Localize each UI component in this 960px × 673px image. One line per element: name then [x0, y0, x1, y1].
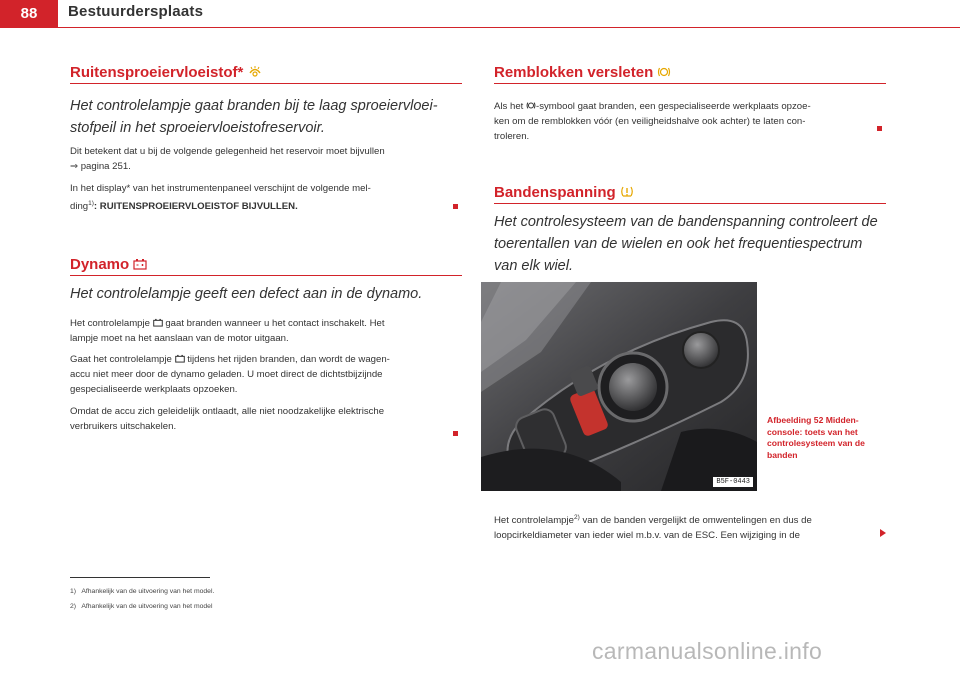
body-brakes-p1	[494, 99, 886, 144]
body-dynamo-p2-line-2: accu niet meer door de dynamo geladen. U moet direct de dichtstbijzijnde	[70, 369, 383, 380]
body-dynamo-p2	[70, 352, 462, 397]
figure-caption-line-3: controlesysteem van de	[767, 438, 865, 448]
section-rule-brakes	[494, 83, 886, 84]
body-washer-p2-text: ding	[70, 201, 89, 213]
body-washer-p2-line-1: In het display* van het instrumentenpaneel verschijnt de volgende mel-	[70, 183, 371, 194]
footnote-2-mark: 2)	[70, 603, 77, 610]
body-brakes-p1-text-a: Als het	[494, 101, 524, 112]
footnote-2-text: Afhankelijk van de uitvoering van het model	[81, 603, 213, 610]
footnote-1-mark: 1)	[70, 588, 77, 595]
figure-code: B5F-0443	[713, 477, 753, 487]
lead-tyres-line-2: toerentallen van de wielen en ook het frequentiespectrum	[494, 236, 863, 252]
body-brakes-p1-line-1	[494, 99, 886, 114]
body-dynamo-p2-line-3: gespecialiseerde werkplaats opzoeken.	[70, 384, 238, 395]
section-rule-tyres	[494, 203, 886, 204]
footnote-1-text: Afhankelijk van de uitvoering van het model.	[81, 588, 215, 595]
figure-caption-line-4: banden	[767, 449, 798, 460]
body-brakes-p1-line-3: troleren.	[494, 131, 530, 142]
body-dynamo-p1-text-b: gaat branden wanneer u het contact inschakelt. Het	[165, 318, 385, 329]
lead-washer-line-1: Het controlelampje gaat branden bij te laag sproeiervloei-	[70, 98, 438, 114]
body-dynamo-p3-line-2: verbruikers uitschakelen.	[70, 421, 177, 432]
brake-pad-icon	[657, 66, 671, 78]
section-title-brakes-text: Remblokken versleten	[494, 64, 654, 81]
lead-washer	[70, 95, 462, 139]
washer-fluid-icon	[248, 65, 262, 78]
lead-dynamo: Het controlelampje geeft een defect aan in de dynamo.	[70, 286, 423, 302]
figure-caption-line-2: console: toets van het	[767, 426, 858, 437]
body-tyres-p1-text-b: van de banden vergelijkt de omwentelingen en dus de	[582, 515, 812, 527]
lead-tyres-line-1: Het controlesysteem van de bandenspanning controleert de	[494, 214, 878, 230]
battery-icon	[175, 354, 185, 363]
section-end-marker	[453, 204, 458, 209]
body-tyres-p1	[494, 510, 886, 543]
body-dynamo-p1-text-a: Het controlelampje	[70, 318, 150, 329]
section-rule-dynamo	[70, 275, 462, 276]
body-dynamo-p2-line-1	[70, 352, 462, 367]
section-title-dynamo	[70, 256, 147, 273]
header-rule	[0, 27, 960, 28]
body-washer-p1-line-1: Dit betekent dat u bij de volgende gelegenheid het reservoir moet bijvullen	[70, 146, 385, 157]
section-end-marker	[453, 431, 458, 436]
footnote-ref-1: 1)	[88, 200, 94, 207]
body-tyres-p1-text-a: Het controlelampje	[494, 515, 574, 527]
page-number: 88	[0, 0, 58, 27]
body-dynamo-p3	[70, 404, 462, 434]
battery-icon	[133, 258, 147, 270]
section-title-washer-text: Ruitensproeiervloeistof*	[70, 64, 244, 81]
body-washer-p2	[70, 181, 462, 214]
body-dynamo-p1-line-1	[70, 316, 462, 331]
footnote-2	[70, 603, 212, 610]
body-tyres-p1-line-2: loopcirkeldiameter van ieder wiel m.b.v. van de ESC. Een wijziging in de	[494, 530, 800, 542]
watermark: carmanualsonline.info	[592, 638, 823, 664]
lead-tyres	[494, 211, 886, 277]
display-message: : RUITENSPROEIERVLOEISTOF BIJVULLEN.	[93, 201, 298, 213]
center-console-illustration	[481, 282, 757, 491]
body-dynamo-p2-text-b: tijdens het rijden branden, dan wordt de wagen-	[187, 354, 390, 365]
body-washer-p2-line-2	[70, 196, 462, 214]
chapter-title: Bestuurdersplaats	[68, 3, 204, 20]
body-washer-p1	[70, 144, 462, 174]
lead-tyres-line-3: van elk wiel.	[494, 258, 573, 274]
section-rule-washer	[70, 83, 462, 84]
footnote-ref-2: 2)	[574, 514, 580, 521]
section-title-brakes	[494, 64, 671, 81]
body-dynamo-p3-line-1: Omdat de accu zich geleidelijk ontlaadt, alle niet noodzakelijke elektrische	[70, 406, 385, 417]
body-dynamo-p2-text-a: Gaat het controlelampje	[70, 354, 172, 365]
figure-caption	[767, 415, 879, 461]
page-reference-link[interactable]: ⇒ pagina 251.	[70, 161, 131, 172]
figure-caption-line-1: Afbeelding 52 Midden-	[767, 415, 859, 425]
tyre-pressure-icon	[620, 185, 634, 198]
continue-arrow-icon	[880, 529, 886, 537]
footnote-rule	[70, 577, 210, 578]
section-end-marker	[877, 126, 882, 131]
brake-pad-icon	[526, 101, 536, 110]
section-title-washer	[70, 64, 262, 81]
section-title-dynamo-text: Dynamo	[70, 256, 130, 273]
section-title-tyres-text: Bandenspanning	[494, 184, 616, 201]
lead-washer-line-2: stofpeil in het sproeiervloeistofreservoir.	[70, 120, 325, 136]
body-tyres-p1-line-1	[494, 510, 886, 528]
section-title-tyres	[494, 184, 634, 201]
body-dynamo-p1	[70, 316, 462, 346]
figure-center-console-photo	[481, 282, 757, 491]
footnote-1	[70, 588, 214, 595]
body-dynamo-p1-line-2: lampje moet na het aanslaan van de motor uitgaan.	[70, 333, 289, 344]
body-brakes-p1-line-2: ken om de remblokken vóór (en veiligheidshalve ook achter) te laten con-	[494, 116, 806, 127]
body-brakes-p1-text-b: -symbool gaat branden, een gespecialiseerde werkplaats opzoe-	[536, 101, 811, 112]
battery-icon	[153, 318, 163, 327]
